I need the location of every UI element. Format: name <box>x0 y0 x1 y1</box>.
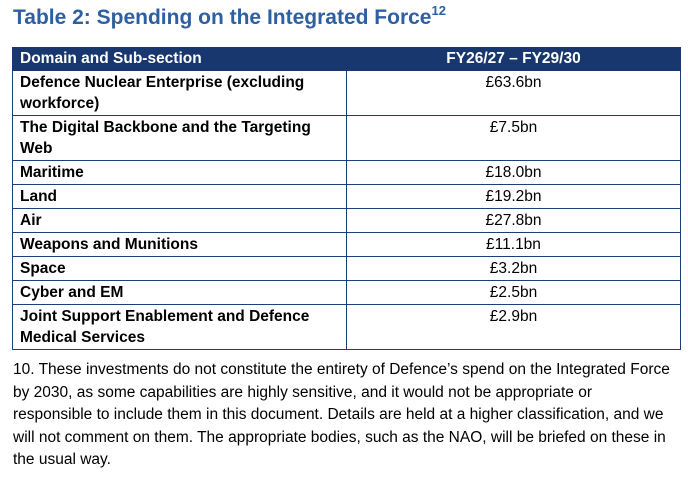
row-domain: Land <box>13 185 347 209</box>
table-row <box>13 281 681 305</box>
row-value: £2.9bn <box>347 305 681 350</box>
table-row <box>13 233 681 257</box>
row-domain: Space <box>13 257 347 281</box>
row-domain: Maritime <box>13 161 347 185</box>
table-row <box>13 257 681 281</box>
row-value: £7.5bn <box>347 116 681 161</box>
row-value: £2.5bn <box>347 281 681 305</box>
row-domain: The Digital Backbone and the Targeting Web <box>13 116 347 161</box>
explanatory-paragraph: 10. These investments do not constitute the entirety of Defence’s spend on the Integrated Force by 2030, as some capabilities are highly sensitive, and it would not be appropriate or responsible to include them in this document. Details are held at a higher classification, and we will not comment on them. The appropriate bodies, such as the NAO, will be briefed on these in the usual way. <box>13 361 670 468</box>
row-domain: Weapons and Munitions <box>13 233 347 257</box>
table-row <box>13 209 681 233</box>
table-title-text: Table 2: Spending on the Integrated Force <box>13 6 432 29</box>
row-value: £19.2bn <box>347 185 681 209</box>
row-domain: Joint Support Enablement and Defence Medical Services <box>13 305 347 350</box>
row-domain: Defence Nuclear Enterprise (excluding workforce) <box>13 71 347 116</box>
table-row <box>13 185 681 209</box>
table-row <box>13 305 681 350</box>
row-domain: Cyber and EM <box>13 281 347 305</box>
table-row <box>13 71 681 116</box>
row-value: £3.2bn <box>347 257 681 281</box>
footnote-marker: 12 <box>431 3 446 18</box>
row-value: £27.8bn <box>347 209 681 233</box>
table-row <box>13 116 681 161</box>
row-value: £63.6bn <box>347 71 681 116</box>
header-domain: Domain and Sub-section <box>13 48 347 71</box>
table-title <box>13 3 446 30</box>
row-value: £11.1bn <box>347 233 681 257</box>
row-domain: Air <box>13 209 347 233</box>
spending-table <box>12 47 681 350</box>
header-period: FY26/27 – FY29/30 <box>347 48 681 71</box>
header-row <box>13 48 681 71</box>
table-row <box>13 161 681 185</box>
row-value: £18.0bn <box>347 161 681 185</box>
